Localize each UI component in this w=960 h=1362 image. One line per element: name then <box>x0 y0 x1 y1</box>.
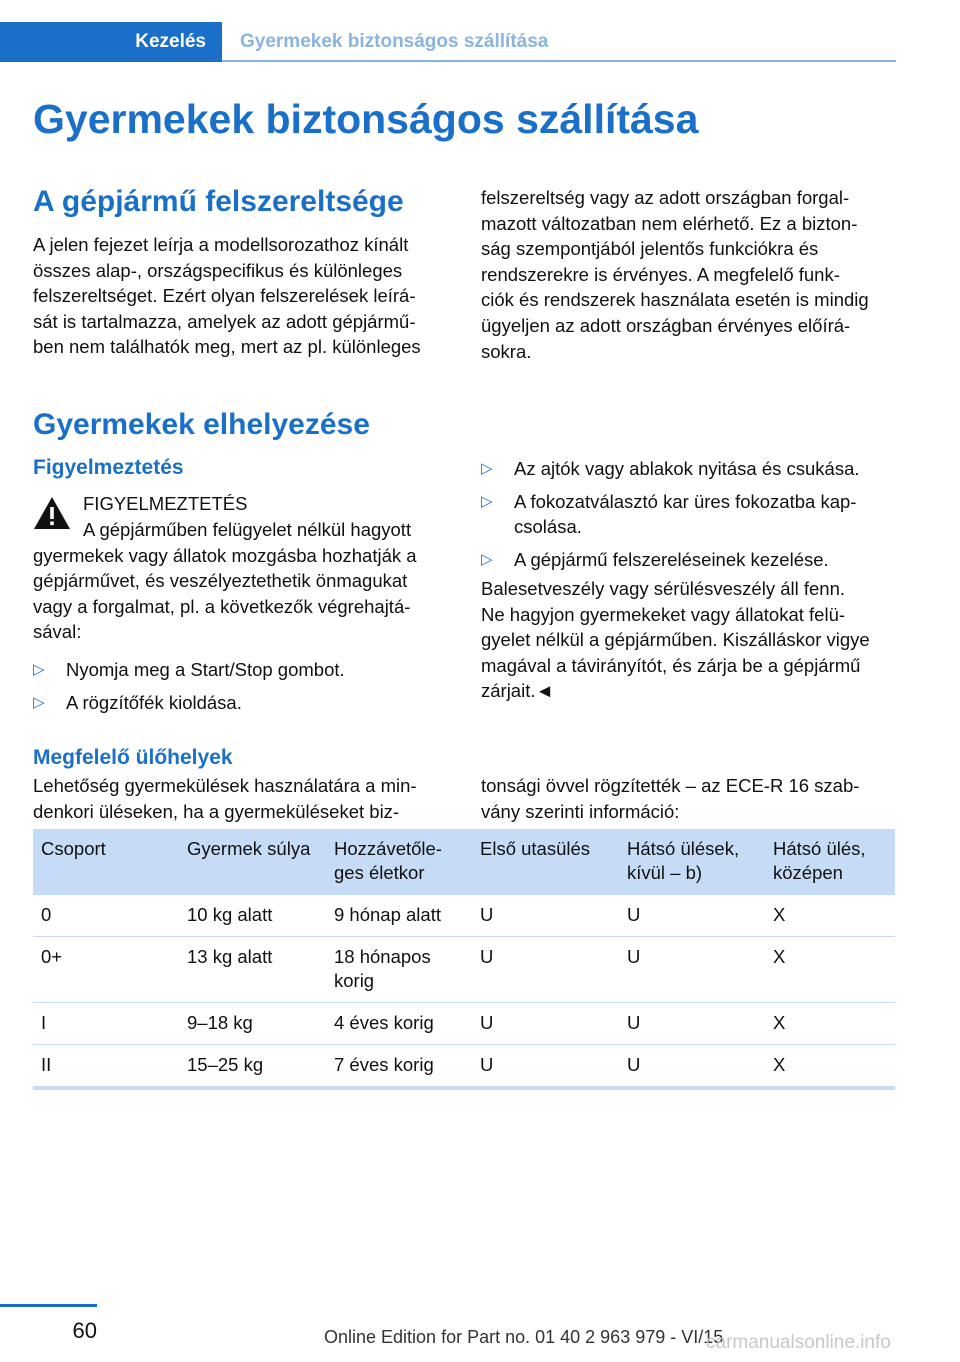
table-cell: 18 hónapos korig <box>326 937 472 1003</box>
chapter-tab[interactable]: Kezelés <box>0 22 222 62</box>
warning-title: FIGYELMEZTETÉS <box>83 493 248 514</box>
section-heading-seats: Megfelelő ülőhelyek <box>33 746 233 769</box>
header-divider <box>222 60 896 62</box>
table-row <box>33 895 895 937</box>
table-row <box>33 937 895 1003</box>
table-cell: 13 kg alatt <box>179 937 326 1003</box>
watermark: carmanualsonline.info <box>706 1332 891 1353</box>
equipment-text-left: A jelen fejezet leírja a modellsorozathoz kínált összes alap-, országspecifikus és különleges felszereltséget. Ezért olyan felszerelések leírá- sát is tartalmazza, amelyek az adott gépjármű- ben nem találhatók meg, mert az pl. különleges <box>33 234 421 358</box>
table-cell: 9 hónap alatt <box>326 895 472 937</box>
table-cell: U <box>472 895 619 937</box>
list-item: ▷ A gépjármű felszereléseinek kezelése. <box>481 547 897 573</box>
list-item: ▷ Az ajtók vagy ablakok nyitása és csukása. <box>481 456 897 482</box>
breadcrumb: Gyermekek biztonságos szállítása <box>240 31 549 52</box>
column-header: Hozzávetőle- ges életkor <box>326 829 472 895</box>
child-seat-table <box>33 829 895 1090</box>
table-cell: 9–18 kg <box>179 1003 326 1045</box>
table-cell: 0 <box>33 895 179 937</box>
column-header: Hátsó ülés, középen <box>765 829 895 895</box>
table-cell: 0+ <box>33 937 179 1003</box>
list-item: ▷ A rögzítőfék kioldása. <box>33 690 447 716</box>
section-heading-placement: Gyermekek elhelyezése <box>33 408 370 441</box>
bullet-list-left <box>33 657 447 722</box>
table-header-row <box>33 829 895 895</box>
table-cell: U <box>619 1045 765 1089</box>
table-cell: U <box>619 895 765 937</box>
table-row <box>33 1045 895 1089</box>
bullet-triangle-icon: ▷ <box>481 460 493 477</box>
list-item: ▷ Nyomja meg a Start/Stop gombot. <box>33 657 447 683</box>
equipment-text-right: felszereltség vagy az adott országban forgal- mazott változatban nem elérhető. Ez a bizton- ság szempontjából jelentős funkciókra és rendszerekre is érvényes. A megfelelő funk- ciók és rendszerek használata esetén is mindig ügyeljen az adott országban érvényes előírá- sokra. <box>481 187 869 362</box>
table-cell: U <box>472 1045 619 1089</box>
table-cell: X <box>765 1003 895 1045</box>
bullet-triangle-icon: ▷ <box>481 492 493 510</box>
table-cell: II <box>33 1045 179 1089</box>
column-header: Hátsó ülések, kívül – b) <box>619 829 765 895</box>
column-header: Gyermek súlya <box>179 829 326 895</box>
table-cell: 4 éves korig <box>326 1003 472 1045</box>
table-row <box>33 1003 895 1045</box>
column-header: Csoport <box>33 829 179 895</box>
seats-text-right: tonsági övvel rögzítették – az ECE-R 16 szab- vány szerinti információ: <box>481 775 860 822</box>
table-cell: 10 kg alatt <box>179 895 326 937</box>
table-cell: U <box>619 1003 765 1045</box>
warning-text: A gépjárműben felügyelet nélkül hagyott gyermekek vagy állatok mozgásba hozhatják a gépjárművet, és veszélyeztethetik önmagukat vagy a forgalmat, pl. a következők végrehajtá- sával: <box>33 519 417 643</box>
table-cell: 7 éves korig <box>326 1045 472 1089</box>
table-cell: U <box>472 1003 619 1045</box>
section-heading-equipment: A gépjármű felszereltsége <box>33 185 404 218</box>
list-item: ▷ A fokozatválasztó kar üres fokozatba kap- csolása. <box>481 490 857 538</box>
page-number: 60 <box>72 1318 97 1343</box>
page-title: Gyermekek biztonságos szállítása <box>33 96 699 142</box>
bullet-triangle-icon: ▷ <box>481 550 493 568</box>
table-cell: U <box>472 937 619 1003</box>
warning-heading: Figyelmeztetés <box>33 456 184 479</box>
table-cell: 15–25 kg <box>179 1045 326 1089</box>
table-cell: I <box>33 1003 179 1045</box>
bullet-list-right <box>481 456 897 579</box>
bullet-triangle-icon: ▷ <box>33 693 45 711</box>
table-cell: X <box>765 937 895 1003</box>
table-cell: X <box>765 1045 895 1089</box>
column-header: Első utasülés <box>472 829 619 895</box>
footer-divider <box>0 1304 97 1307</box>
table-cell: U <box>619 937 765 1003</box>
warning-closing-text: Balesetveszély vagy sérülésveszély áll fenn. Ne hagyjon gyermekeket vagy állatokat felü- gyelet nélkül a gépjárműben. Kiszálláskor vigye magával a távirányítót, és zárja be a gépjármű zárjait.◄ <box>481 578 870 702</box>
table-cell: X <box>765 895 895 937</box>
seats-text-left: Lehetőség gyermekülések használatára a min- denkori üléseken, ha a gyermeküléseket biz- <box>33 775 417 822</box>
bullet-triangle-icon: ▷ <box>33 661 45 678</box>
edition-note: Online Edition for Part no. 01 40 2 963 979 - VI/15 <box>324 1327 724 1347</box>
